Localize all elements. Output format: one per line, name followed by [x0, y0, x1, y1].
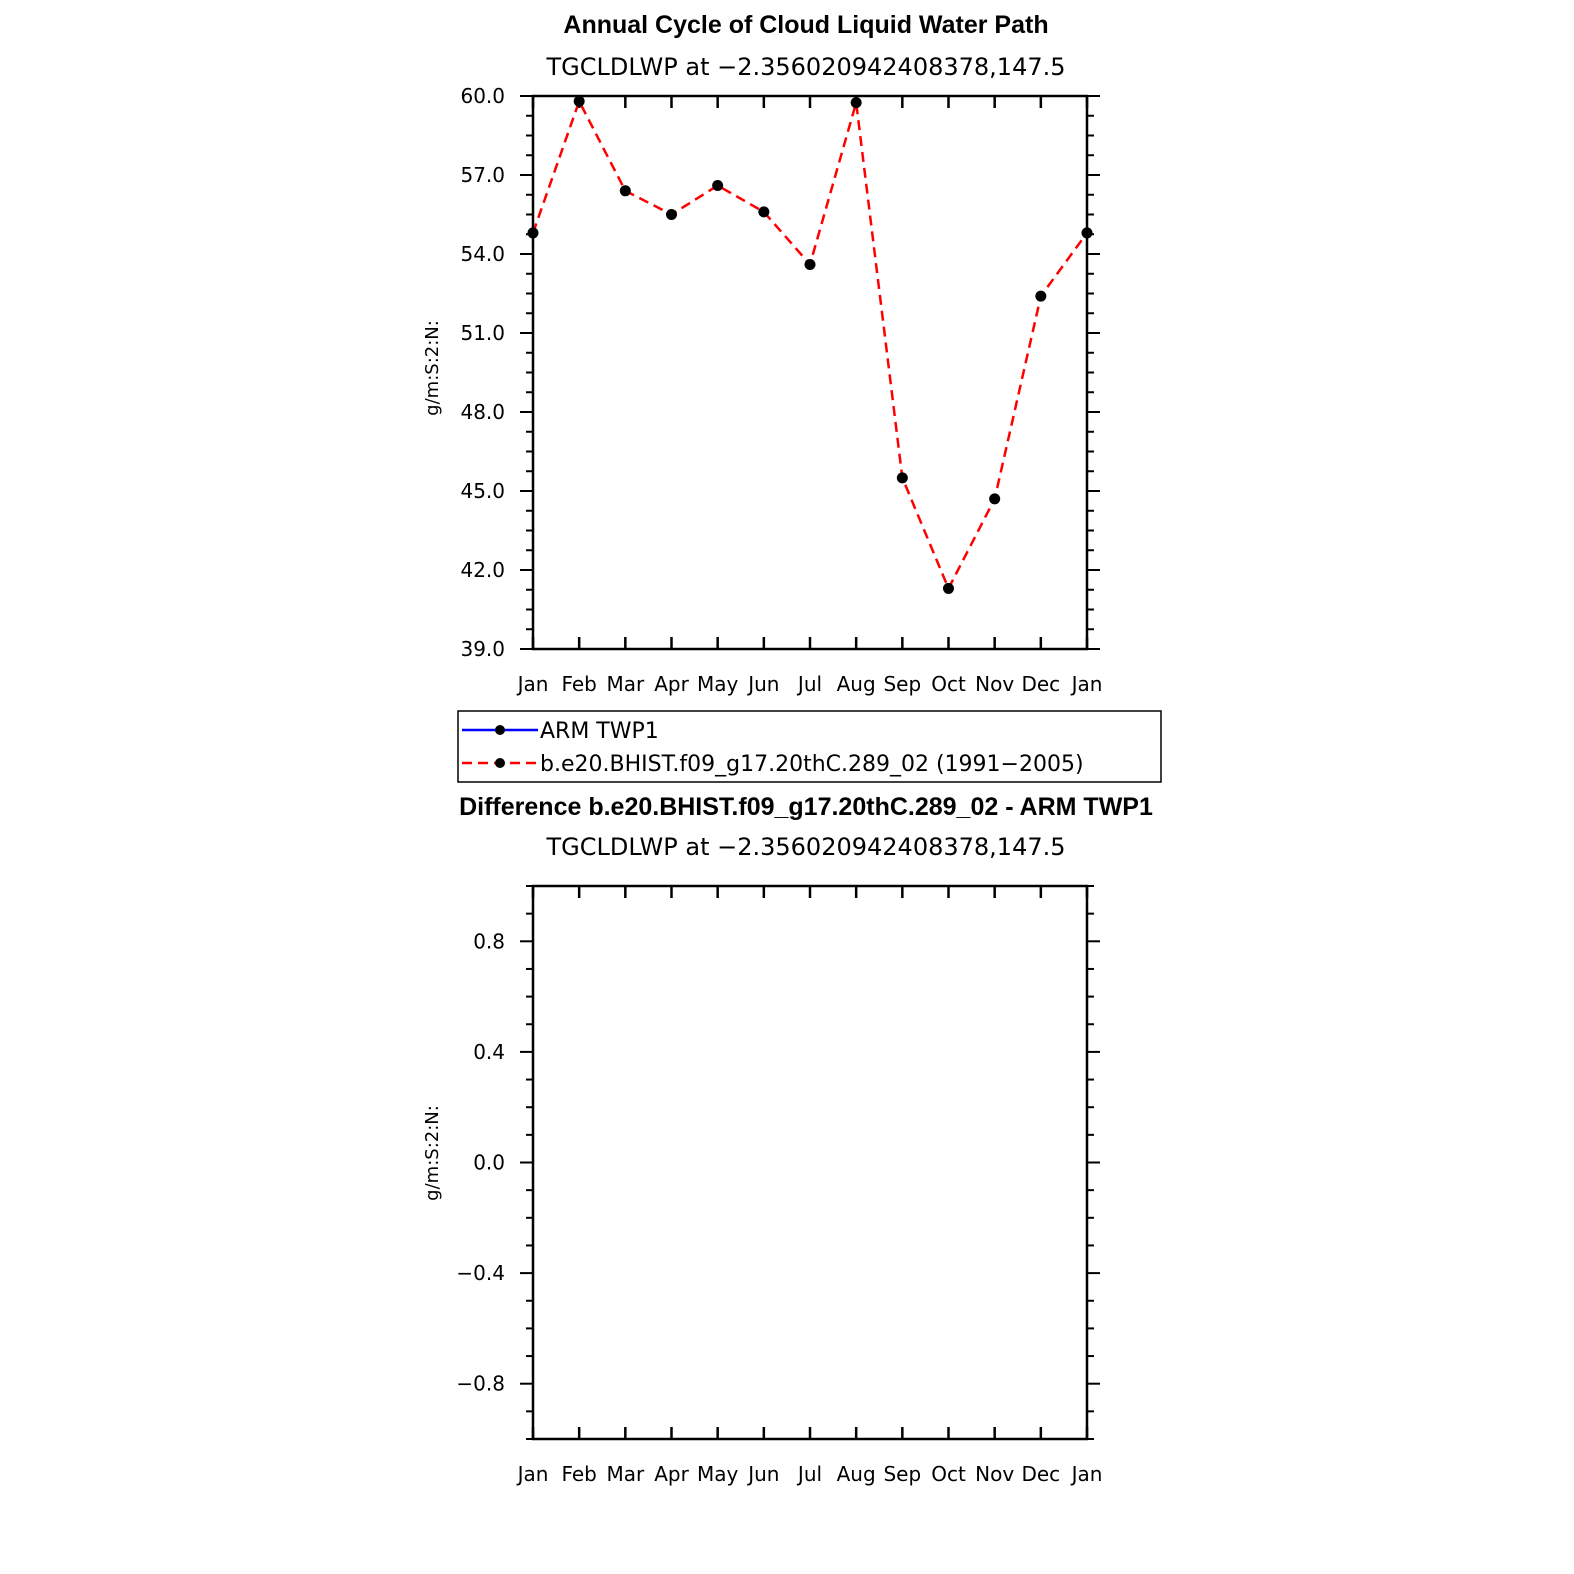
top-chart-data-point: [758, 206, 769, 217]
top-chart-x-tick-label: Jan: [1071, 672, 1103, 696]
bottom-chart-title: Difference b.e20.BHIST.f09_g17.20thC.289_02 - ARM TWP1: [459, 793, 1153, 821]
top-chart-y-tick-label: 51.0: [460, 321, 505, 345]
top-chart-y-tick-label: 60.0: [460, 84, 505, 108]
top-chart-y-tick-label: 45.0: [460, 479, 505, 503]
bottom-chart-subtitle: TGCLDLWP at −2.356020942408378,147.5: [546, 833, 1066, 861]
top-chart-frame: [533, 96, 1087, 649]
bottom-chart-x-tick-label: Dec: [1021, 1462, 1061, 1486]
top-chart-x-tick-label: Aug: [836, 672, 876, 696]
bottom-chart-x-tick-label: Jul: [797, 1462, 823, 1486]
top-chart-data-point: [528, 227, 539, 238]
top-chart-x-tick-label: Oct: [931, 672, 966, 696]
legend-label-model: b.e20.BHIST.f09_g17.20thC.289_02 (1991−2005): [540, 752, 1084, 777]
bottom-chart-x-tick-label: Jan: [1071, 1462, 1103, 1486]
top-chart-data-point: [1082, 227, 1093, 238]
bottom-chart-y-tick-label: 0.4: [473, 1039, 505, 1064]
top-chart-data-point: [574, 96, 585, 107]
top-chart-subtitle: TGCLDLWP at −2.356020942408378,147.5: [546, 53, 1066, 81]
top-chart-y-tick-label: 42.0: [460, 558, 505, 582]
top-chart-plot-area: [460, 84, 1102, 696]
top-chart-x-tick-label: Feb: [561, 672, 597, 696]
top-chart-data-point: [897, 472, 908, 483]
top-chart-x-tick-label: May: [696, 672, 739, 696]
bottom-chart-x-tick-label: Oct: [931, 1462, 966, 1486]
top-chart-data-point: [805, 259, 816, 270]
top-chart-x-tick-label: Apr: [654, 672, 689, 696]
top-chart-x-tick-label: Jan: [517, 672, 549, 696]
top-chart-x-tick-label: Jun: [748, 672, 780, 696]
top-chart-x-tick-label: Mar: [606, 672, 645, 696]
bottom-chart-y-tick-label: −0.8: [456, 1371, 505, 1396]
bottom-chart-y-axis-label: g/m:S:2:N:: [422, 1105, 443, 1201]
bottom-chart-x-tick-label: Apr: [654, 1462, 689, 1486]
top-chart-y-tick-label: 54.0: [460, 242, 505, 266]
top-chart-x-tick-label: Sep: [883, 672, 922, 696]
bottom-chart-frame: [533, 886, 1087, 1439]
top-chart-data-point: [712, 180, 723, 191]
top-chart-data-point: [851, 97, 862, 108]
legend-marker-model: [495, 758, 505, 768]
top-chart-y-tick-label: 39.0: [460, 637, 505, 661]
top-chart-y-axis-label: g/m:S:2:N:: [422, 320, 443, 416]
top-chart-series-line-1: [533, 101, 1087, 588]
top-chart-x-tick-label: Dec: [1021, 672, 1061, 696]
bottom-chart-x-tick-label: Nov: [975, 1462, 1015, 1486]
bottom-chart-x-tick-label: Sep: [883, 1462, 922, 1486]
legend-marker-arm-twp1: [495, 725, 505, 735]
legend-label-arm-twp1: ARM TWP1: [540, 719, 659, 744]
top-chart-y-tick-label: 48.0: [460, 400, 505, 424]
top-chart-data-point: [620, 185, 631, 196]
top-chart-x-tick-label: Jul: [797, 672, 823, 696]
bottom-chart-plot-area: [456, 886, 1102, 1486]
top-chart-x-tick-label: Nov: [975, 672, 1015, 696]
bottom-chart-y-tick-label: −0.4: [456, 1261, 505, 1286]
bottom-chart-x-tick-label: Aug: [836, 1462, 876, 1486]
top-chart-title: Annual Cycle of Cloud Liquid Water Path: [563, 11, 1049, 39]
bottom-chart-y-tick-label: 0.0: [473, 1150, 505, 1175]
bottom-chart-x-tick-label: Jun: [748, 1462, 780, 1486]
top-chart-data-point: [989, 493, 1000, 504]
legend: [458, 711, 1161, 782]
top-chart-data-point: [943, 583, 954, 594]
top-chart-data-point: [1035, 291, 1046, 302]
bottom-chart-x-tick-label: Feb: [561, 1462, 597, 1486]
bottom-chart-x-tick-label: Mar: [606, 1462, 645, 1486]
bottom-chart-x-tick-label: Jan: [517, 1462, 549, 1486]
bottom-chart-y-tick-label: 0.8: [473, 929, 505, 954]
bottom-chart-x-tick-label: May: [696, 1462, 739, 1486]
top-chart-y-tick-label: 57.0: [460, 163, 505, 187]
top-chart-data-point: [666, 209, 677, 220]
